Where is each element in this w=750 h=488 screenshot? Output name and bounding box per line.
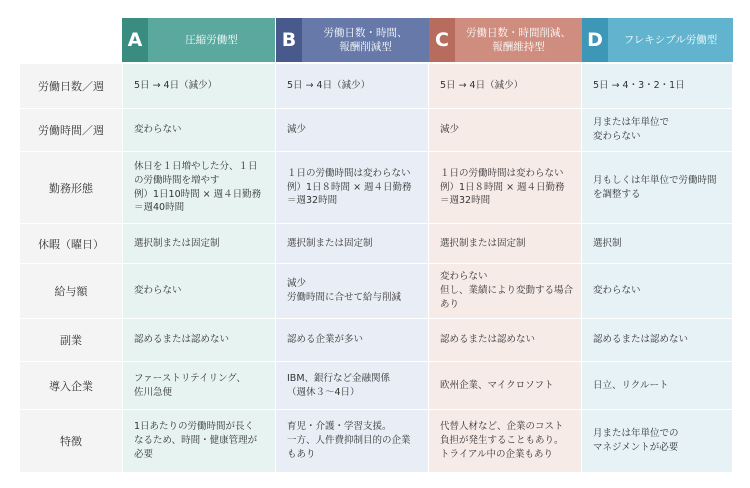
table-cell-d: 月もしくは年単位で労働時間 を調整する [581,152,732,223]
row-label: 副業 [20,319,122,361]
table-cell-b: 減少 [275,109,428,151]
table-cell-c: 変わらない 但し、業績により変動する場合 あり [428,264,581,318]
column-letter-d: D [582,18,608,62]
column-title-c: 労働日数・時間削減、 報酬維持型 [466,26,571,53]
table-cell-d: 月または年単位で 変わらない [581,109,732,151]
table-row-work-hours [20,109,732,152]
table-cell-c: 欧州企業、マイクロソフト [428,362,581,409]
row-label: 給与額 [20,264,122,318]
row-label: 導入企業 [20,362,122,409]
table-row-features [20,410,732,472]
table-row-work-days [20,64,732,109]
table-cell-d: 日立、リクルート [581,362,732,409]
row-label: 労働日数／週 [20,64,122,108]
column-header-c [429,18,582,62]
table-cell-d: 認めるまたは認めない [581,319,732,361]
table-cell-c: 減少 [428,109,581,151]
table-cell-d: 変わらない [581,264,732,318]
table-row-side-jobs [20,319,732,362]
table-cell-b: IBM、銀行など金融関係 （週休３〜4日） [275,362,428,409]
table-cell-b: 育児・介護・学習支援。 一方、人件費抑制目的の企業 もあり [275,410,428,472]
table-cell-c: １日の労働時間は変わらない 例）1日８時間 × 週４日勤務 ＝週32時間 [428,152,581,223]
table-cell-a: 変わらない [122,264,275,318]
row-label: 勤務形態 [20,152,122,223]
table-row-adopting-companies [20,362,732,410]
table-cell-c: 5日 → 4日（減少） [428,64,581,108]
table-cell-c: 代替人材など、企業のコスト 負担が発生することもあり。 トライアル中の企業もあり [428,410,581,472]
table-cell-a: ファーストリテイリング、 佐川急便 [122,362,275,409]
column-title-b: 労働日数・時間、 報酬削減型 [323,26,408,53]
row-label: 特徴 [20,410,122,472]
column-title-a: 圧縮労働型 [185,33,238,46]
column-letter-b: B [276,18,302,62]
table-row-work-style [20,152,732,224]
table-cell-b: 減少 労働時間に合せて給与削減 [275,264,428,318]
column-title-d: フレキシブル労働型 [623,33,718,46]
table-cell-c: 選択制または固定制 [428,224,581,263]
table-cell-b: 5日 → 4日（減少） [275,64,428,108]
column-header-a [122,18,275,62]
table-cell-d: 月または年単位での マネジメントが必要 [581,410,732,472]
table-cell-a: 選択制または固定制 [122,224,275,263]
table-cell-a: 1日あたりの労働時間が長く なるため、時間・健康管理が 必要 [122,410,275,472]
table-cell-a: 認めるまたは認めない [122,319,275,361]
column-header-b [276,18,429,62]
table-cell-a: 休日を１日増やした分、１日 の労働時間を増やす 例）1日10時間 × 週４日勤務 ＝週40時間 [122,152,275,223]
table-cell-a: 5日 → 4日（減少） [122,64,275,108]
table-cell-b: 認める企業が多い [275,319,428,361]
column-header-d [582,18,733,62]
table-row-holidays [20,224,732,264]
table-cell-d: 選択制 [581,224,732,263]
row-label: 労働時間／週 [20,109,122,151]
table-cell-c: 認めるまたは認めない [428,319,581,361]
column-letter-c: C [429,18,455,62]
row-label: 休暇（曜日） [20,224,122,263]
table-row-salary [20,264,732,319]
table-cell-d: 5日 → 4・3・2・1日 [581,64,732,108]
table-cell-b: 選択制または固定制 [275,224,428,263]
column-letter-a: A [122,18,148,62]
table-cell-b: １日の労働時間は変わらない 例）1日８時間 × 週４日勤務 ＝週32時間 [275,152,428,223]
table-cell-a: 変わらない [122,109,275,151]
